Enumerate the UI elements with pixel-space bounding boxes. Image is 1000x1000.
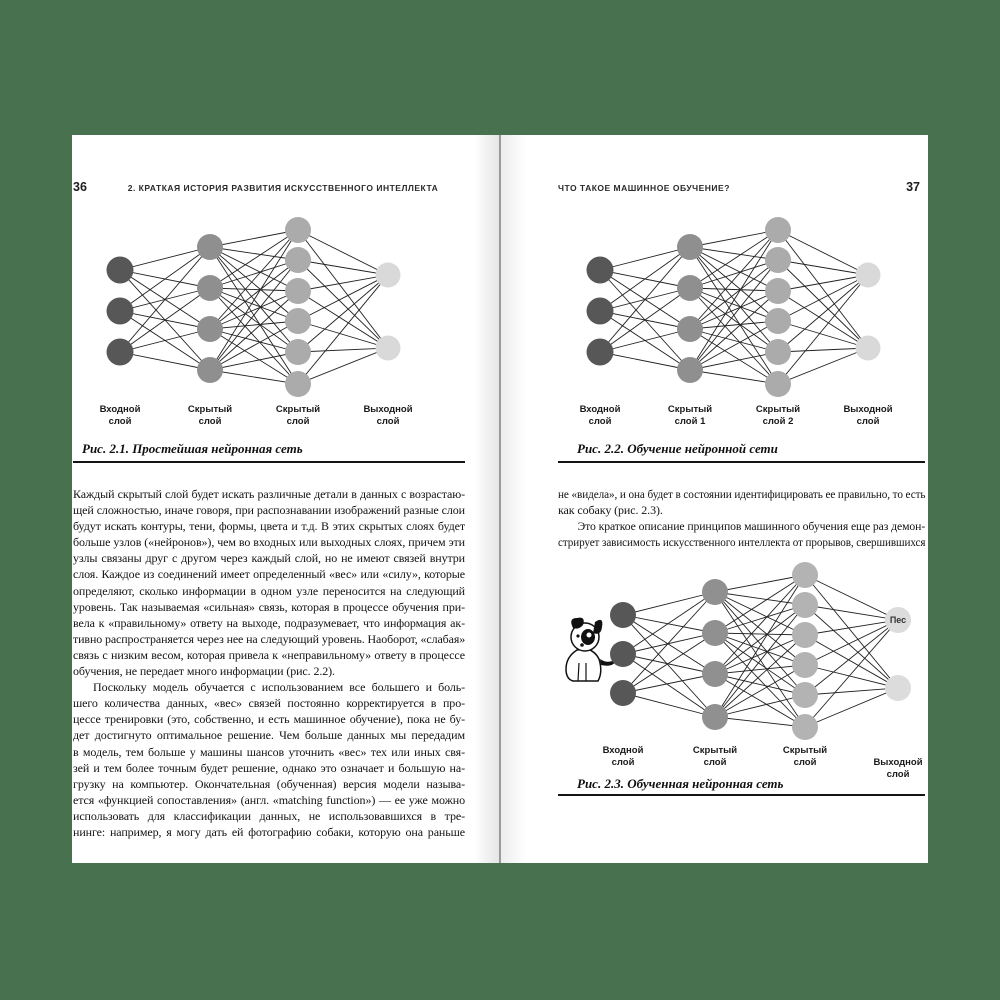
page-gutter [499, 135, 501, 863]
text-line: зей и тем более точным будет решение, однако это означает и большую на- [73, 760, 465, 775]
network-node [376, 336, 401, 361]
figure-2-2-caption: Рис. 2.2. Обучение нейронной сети [577, 441, 778, 456]
network-node [702, 704, 728, 730]
network-node [792, 622, 818, 648]
network-node [765, 247, 791, 273]
network-node [610, 641, 636, 667]
text-line: узлы связаны друг с другом через каждый слой, но не имеют связей внутри [73, 551, 465, 566]
gutter-shadow-left [474, 135, 499, 863]
figure-2-2-neural-network-diagram [555, 200, 928, 435]
running-head-left: 2. КРАТКАЯ ИСТОРИЯ РАЗВИТИЯ ИСКУССТВЕННОГО ИНТЕЛЛЕКТА [127, 183, 439, 193]
page-number-left: 36 [73, 180, 87, 194]
network-node [677, 234, 703, 260]
network-node [677, 316, 703, 342]
page-left [72, 135, 500, 863]
figure-2-1-caption: Рис. 2.1. Простейшая нейронная сеть [82, 441, 303, 456]
text-line: ется «функцией сопоставления» (англ. «matching function») — ее уже можно [73, 792, 465, 807]
text-line: использовать для классификации данных, не использовавшихся в тре- [73, 808, 465, 823]
network-node [107, 339, 134, 366]
network-node [197, 234, 223, 260]
body-text-left [73, 486, 465, 840]
network-node [107, 257, 134, 284]
network-node [856, 263, 881, 288]
layer-label: Входной слой [99, 404, 141, 427]
network-node [792, 652, 818, 678]
layer-label: Выходной слой [363, 404, 413, 427]
text-line: тивно распространяется через нее на следующий уровень. Наоборот, «слабая» [73, 631, 466, 646]
network-node [856, 336, 881, 361]
page-number-right: 37 [906, 180, 920, 194]
network-node [285, 371, 311, 397]
network-node [702, 620, 728, 646]
figure-2-3-caption: Рис. 2.3. Обученная нейронная сеть [577, 776, 784, 791]
network-node [285, 278, 311, 304]
gutter-shadow-right [501, 135, 526, 863]
text-line: не «видела», и она будет в состоянии идентифицировать ее правильно, то есть [558, 487, 926, 501]
text-line: обучения, не передает много информации (рис. 2.2). [73, 664, 335, 679]
layer-label: Скрытый слой 2 [755, 404, 801, 427]
network-node [765, 278, 791, 304]
text-line: шего количества данных, «вес» связей постоянно корректируется в про- [73, 696, 465, 711]
network-node [376, 263, 401, 288]
network-node [285, 308, 311, 334]
text-line: уровень. Так называемая «сильная» связь, которая в процессе обучения при- [73, 599, 465, 614]
network-node [792, 562, 818, 588]
network-node [765, 371, 791, 397]
network-node [285, 339, 311, 365]
network-node [587, 257, 614, 284]
text-line: Каждый скрытый слой будет искать различные детали в данных с возрастаю- [73, 487, 465, 501]
page-right [500, 135, 928, 863]
layer-label: Скрытый слой [692, 745, 738, 768]
text-line: в модель, тем больше у машины шансов уточнить «вес» тех или иных свя- [73, 744, 465, 759]
text-line: дет достигнуто оптимальное решение. Чем больше данных мы передадим [73, 728, 465, 743]
figure-2-1-neural-network-diagram [75, 200, 465, 435]
network-node [677, 275, 703, 301]
network-node [765, 339, 791, 365]
layer-label: Входной слой [579, 404, 621, 427]
running-head-right: ЧТО ТАКОЕ МАШИННОЕ ОБУЧЕНИЕ? [558, 183, 730, 193]
text-line: грузку на компьютер. Окончательная (обученная) версия модели называ- [73, 776, 465, 791]
network-node [107, 298, 134, 325]
text-line: будут искать контуры, тени, формы, цвета и т.д. В этих скрытых слоях будет [73, 519, 465, 534]
dog-clipart [566, 618, 617, 681]
network-node [792, 682, 818, 708]
network-node [677, 357, 703, 383]
text-line: вела к «правильному» ответу на выходе, подразумевает, что информация ак- [73, 615, 465, 630]
network-node [702, 661, 728, 687]
network-node [587, 298, 614, 325]
body-text-right [558, 486, 925, 550]
network-node [792, 592, 818, 618]
network-node [285, 247, 311, 273]
layer-label: Скрытый слой 1 [667, 404, 713, 427]
network-node [285, 217, 311, 243]
text-line: стрирует зависимость искусственного интеллекта от прорывов, свершившихся [558, 535, 926, 550]
text-line: Поскольку модель обучается с использованием все большего и боль- [93, 680, 465, 695]
figure-divider-rule [558, 794, 925, 796]
layer-label: Выходной слой [873, 757, 923, 780]
network-node [792, 714, 818, 740]
network-node [610, 602, 636, 628]
layer-label: Скрытый слой [782, 745, 828, 768]
text-line: Это краткое описание принципов машинного обучения еще раз демон- [577, 519, 926, 534]
network-node [587, 339, 614, 366]
text-line: больше узлов («нейронов»), чем во входных или выходных слоях, причем эти [73, 535, 465, 550]
network-node [885, 675, 911, 701]
network-node [610, 680, 636, 706]
text-line: цессе тренировки (это, собственно, и есть машинное обучение), пока не бу- [73, 712, 465, 727]
node-label: Пес [889, 615, 907, 625]
layer-label: Выходной слой [843, 404, 893, 427]
text-line: слоя. Каждое из соединений имеет определенный «вес» или «силу», которые [73, 567, 465, 582]
text-line: щей сложностью, иначе говоря, при распознавании изображений разные слои [73, 503, 465, 518]
network-node [197, 357, 223, 383]
layer-label: Входной слой [602, 745, 644, 768]
layer-label: Скрытый слой [275, 404, 321, 427]
layer-label: Скрытый слой [187, 404, 233, 427]
text-line: определяют, сколько информации в одном узле переносится на следующий [73, 583, 465, 598]
network-node [197, 316, 223, 342]
network-node [765, 308, 791, 334]
network-node [197, 275, 223, 301]
figure-2-3-neural-network-diagram [555, 555, 928, 780]
text-line: связь с низким весом, которая привела к «неправильному» ответу в процессе [73, 647, 465, 662]
text-line: нинге: например, я могу дать ей фотографию собаки, которую она раньше [73, 824, 465, 839]
figure-divider-rule [558, 461, 925, 463]
text-line: как собаку (рис. 2.3). [558, 503, 663, 518]
network-node [765, 217, 791, 243]
figure-divider-rule [73, 461, 465, 463]
network-node [702, 579, 728, 605]
